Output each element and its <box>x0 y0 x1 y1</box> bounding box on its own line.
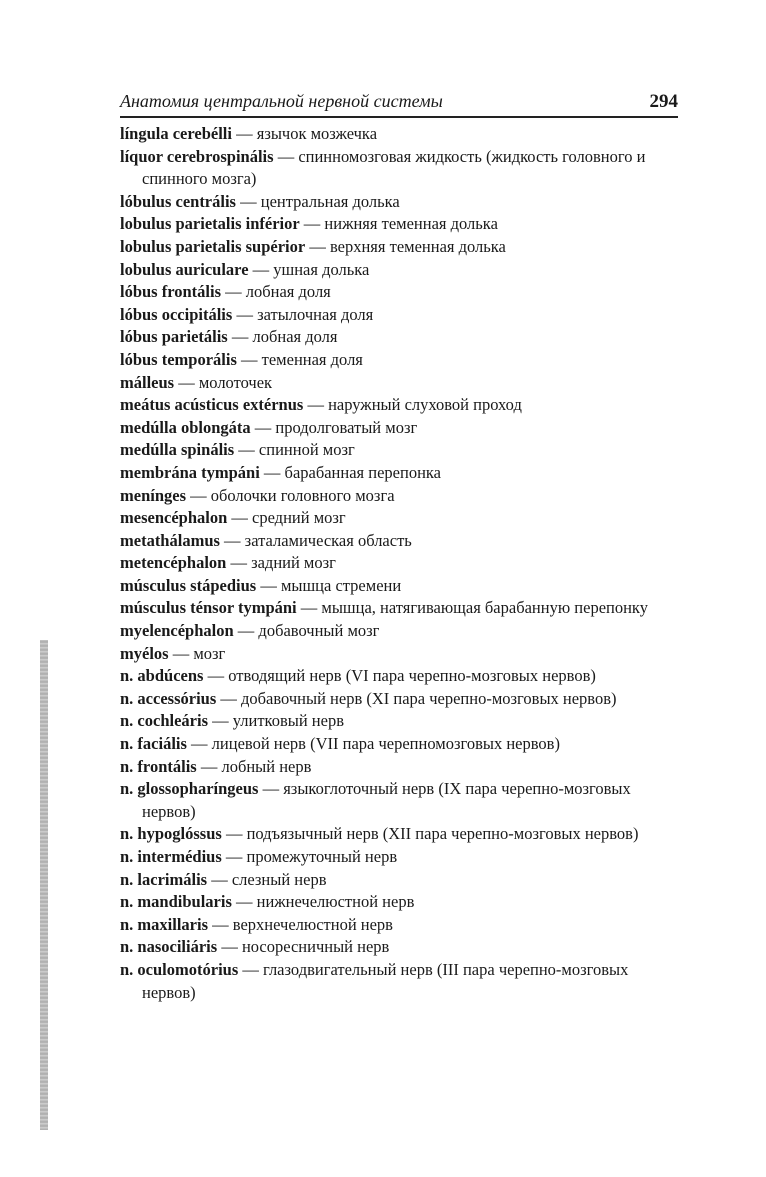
entry-definition: — носоресничный нерв <box>217 937 390 957</box>
glossary-entry <box>120 823 678 846</box>
entry-term: músculus stápedius <box>120 575 257 595</box>
glossary-entry <box>120 281 678 304</box>
glossary-entry <box>120 372 678 395</box>
entry-term: n. abdúcens <box>120 666 204 686</box>
glossary-entry <box>120 575 678 598</box>
entry-definition: — промежуточный нерв <box>221 847 398 866</box>
entry-definition: — подъязычный нерв (XII пара черепно-мозговых нервов) <box>221 824 639 844</box>
entry-term: medúlla oblongáta <box>120 417 251 437</box>
entry-definition: — нижнечелюстной нерв <box>231 892 415 912</box>
glossary-entry <box>120 597 678 620</box>
entry-definition: — лобный нерв <box>196 756 312 776</box>
entry-definition: — добавочный мозг <box>233 621 380 641</box>
entry-definition: — верхняя теменная долька <box>305 236 506 256</box>
entry-definition: — мозг <box>168 643 226 663</box>
entry-term: mesencéphalon <box>120 508 228 528</box>
entry-term: n. oculomotórius <box>120 959 239 979</box>
page-number: 294 <box>649 91 678 112</box>
entry-definition: — оболочки головного мозга <box>186 485 395 505</box>
entry-term: n. accessórius <box>120 688 217 708</box>
entry-term: n. cochleáris <box>120 711 208 731</box>
glossary-entry <box>120 891 678 914</box>
entry-definition: — лицевой нерв (VII пара черепномозговых нервов) <box>186 734 560 754</box>
glossary-entry <box>120 349 678 372</box>
entry-definition: — молоточек <box>174 372 273 392</box>
entry-definition: — наружный слуховой проход <box>303 395 522 415</box>
entry-definition: — барабанная перепонка <box>259 462 441 482</box>
entry-definition: — лобная доля <box>227 327 338 347</box>
glossary-entry <box>120 914 678 937</box>
entry-definition: — верхнечелюстной нерв <box>208 914 393 934</box>
glossary-entry <box>120 462 678 485</box>
entry-definition: — отводящий нерв (VI пара черепно-мозговых нервов) <box>203 666 596 686</box>
entry-definition: — слезный нерв <box>207 869 327 889</box>
page-gutter-shadow <box>40 640 48 1130</box>
glossary-entry <box>120 485 678 508</box>
entry-definition: — задний мозг <box>226 553 336 573</box>
entry-term: myélos <box>120 643 169 663</box>
entry-definition: — заталамическая область <box>219 530 412 550</box>
glossary-entry <box>120 123 678 146</box>
entry-term: lóbulus centrális <box>120 191 236 211</box>
entry-definition: — улитковый нерв <box>208 711 345 731</box>
glossary-entry <box>120 778 678 823</box>
entry-definition: — спинномозговая жидкость (жидкость головного и спинного мозга) <box>142 146 646 189</box>
glossary-entry <box>120 620 678 643</box>
entry-definition: — мышца, натягивающая барабанную перепонку <box>296 598 648 618</box>
entry-definition: — продолговатый мозг <box>250 417 418 437</box>
entry-definition: — спинной мозг <box>234 440 355 460</box>
entry-definition: — глазодвигательный нерв (III пара черепно-мозговых нервов) <box>142 959 629 1002</box>
entry-term: n. hypoglóssus <box>120 824 222 844</box>
glossary-entry <box>120 643 678 666</box>
glossary-entry <box>120 665 678 688</box>
glossary-entry <box>120 869 678 892</box>
glossary-entry <box>120 439 678 462</box>
glossary-list <box>120 123 678 1004</box>
glossary-entry <box>120 213 678 236</box>
glossary-entry <box>120 304 678 327</box>
entry-term: n. faciális <box>120 734 187 754</box>
glossary-entry <box>120 191 678 214</box>
entry-definition: — мышца стремени <box>256 575 402 595</box>
glossary-entry <box>120 756 678 779</box>
entry-term: metencéphalon <box>120 553 227 573</box>
entry-definition: — языкоглоточный нерв (IX пара черепно-мозговых нервов) <box>142 779 631 821</box>
entry-definition: — центральная долька <box>235 191 400 211</box>
entry-term: lóbus parietális <box>120 327 228 347</box>
entry-term: myelencéphalon <box>120 621 234 641</box>
entry-term: lóbus frontális <box>120 282 222 302</box>
running-header <box>120 86 678 118</box>
entry-term: lóbus occipitális <box>120 304 233 324</box>
entry-term: metathálamus <box>120 530 220 550</box>
entry-term: n. lacrimális <box>120 869 208 889</box>
glossary-entry <box>120 507 678 530</box>
glossary-entry <box>120 688 678 711</box>
glossary-entry <box>120 259 678 282</box>
entry-term: n. nasociliáris <box>120 937 218 957</box>
entry-term: meátus acústicus extérnus <box>120 395 304 415</box>
entry-term: málleus <box>120 372 175 392</box>
entry-term: músculus ténsor tympáni <box>120 598 297 618</box>
glossary-entry <box>120 530 678 553</box>
glossary-entry <box>120 846 678 869</box>
entry-term: lobulus auriculare <box>120 259 249 279</box>
entry-term: n. intermédius <box>120 847 222 866</box>
entry-term: n. frontális <box>120 756 197 776</box>
entry-definition: — добавочный нерв (XI пара черепно-мозговых нервов) <box>216 688 617 708</box>
glossary-entry <box>120 552 678 575</box>
glossary-entry <box>120 959 678 1004</box>
glossary-entry <box>120 417 678 440</box>
entry-term: n. maxillaris <box>120 914 209 934</box>
entry-definition: — лобная доля <box>221 282 331 302</box>
glossary-entry <box>120 710 678 733</box>
entry-definition: — ушная долька <box>248 259 370 279</box>
glossary-entry <box>120 236 678 259</box>
entry-term: membrána tympáni <box>120 462 260 482</box>
glossary-entry <box>120 394 678 417</box>
glossary-entry <box>120 146 678 191</box>
entry-term: n. glossopharíngeus <box>120 779 259 799</box>
entry-term: lobulus parietalis inférior <box>120 214 300 234</box>
entry-definition: — затылочная доля <box>232 304 374 324</box>
entry-term: língula cerebélli <box>120 124 232 143</box>
entry-term: menínges <box>120 485 186 505</box>
entry-term: líquor cerebrospinális <box>120 146 274 166</box>
glossary-entry <box>120 936 678 959</box>
running-header-title: Анатомия центральной нервной системы <box>120 91 443 111</box>
entry-definition: — нижняя теменная долька <box>299 214 498 234</box>
entry-term: lobulus parietalis supérior <box>120 236 306 256</box>
entry-definition: — язычок мозжечка <box>231 124 378 143</box>
entry-term: n. mandibularis <box>120 892 232 912</box>
entry-definition: — теменная доля <box>236 349 363 369</box>
entry-term: medúlla spinális <box>120 440 235 460</box>
glossary-entry <box>120 326 678 349</box>
entry-term: lóbus temporális <box>120 349 237 369</box>
glossary-entry <box>120 733 678 756</box>
entry-definition: — средний мозг <box>227 508 346 528</box>
